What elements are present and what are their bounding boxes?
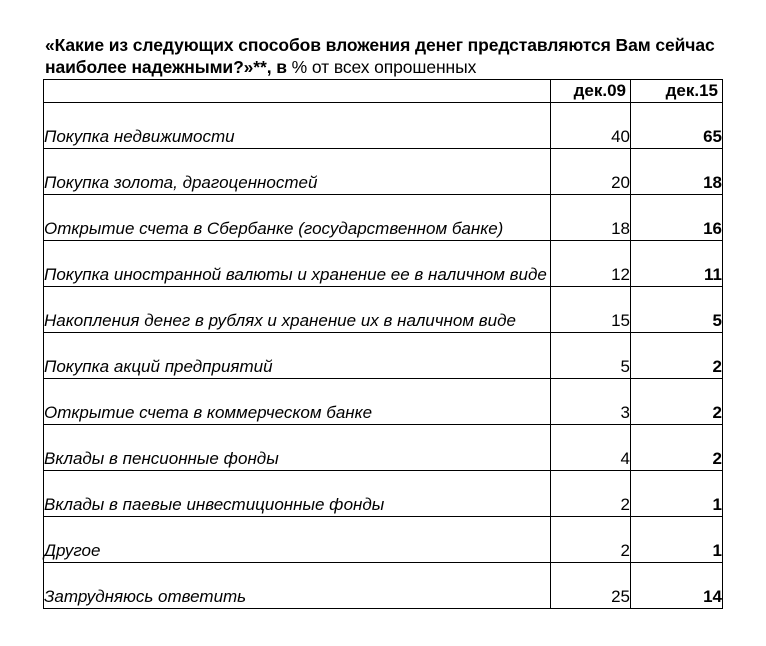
row-value-dec09: 2 <box>551 517 631 563</box>
table-row <box>44 149 723 195</box>
table-title <box>45 34 745 78</box>
row-value-dec15: 65 <box>631 103 723 149</box>
row-value-dec09: 4 <box>551 425 631 471</box>
title-suffix: % от всех опрошенных <box>286 57 477 77</box>
row-value-dec15: 2 <box>631 333 723 379</box>
table-row <box>44 195 723 241</box>
row-value-dec09: 12 <box>551 241 631 287</box>
row-value-dec09: 15 <box>551 287 631 333</box>
table-body <box>44 103 723 609</box>
row-label: Покупка акций предприятий <box>44 333 551 379</box>
row-value-dec15: 11 <box>631 241 723 287</box>
row-value-dec15: 1 <box>631 517 723 563</box>
row-label: Открытие счета в коммерческом банке <box>44 379 551 425</box>
table-row <box>44 563 723 609</box>
row-value-dec15: 2 <box>631 379 723 425</box>
row-value-dec15: 18 <box>631 149 723 195</box>
row-value-dec09: 20 <box>551 149 631 195</box>
row-value-dec09: 5 <box>551 333 631 379</box>
header-dec15: дек.15 <box>631 80 723 103</box>
table-row <box>44 103 723 149</box>
title-bold: «Какие из следующих способов вложения денег представляются Вам сейчас наиболее надежными?»**, в <box>45 35 715 77</box>
row-value-dec15: 5 <box>631 287 723 333</box>
table-header-row <box>44 80 723 103</box>
row-label: Накопления денег в рублях и хранение их в наличном виде <box>44 287 551 333</box>
row-label: Покупка иностранной валюты и хранение ее в наличном виде <box>44 241 551 287</box>
row-label: Покупка золота, драгоценностей <box>44 149 551 195</box>
row-value-dec15: 2 <box>631 425 723 471</box>
row-value-dec09: 3 <box>551 379 631 425</box>
row-value-dec09: 40 <box>551 103 631 149</box>
table-row <box>44 517 723 563</box>
table-row <box>44 425 723 471</box>
row-label: Вклады в пенсионные фонды <box>44 425 551 471</box>
header-dec09: дек.09 <box>551 80 631 103</box>
row-label: Вклады в паевые инвестиционные фонды <box>44 471 551 517</box>
table-row <box>44 379 723 425</box>
row-value-dec15: 14 <box>631 563 723 609</box>
table-row <box>44 287 723 333</box>
header-blank <box>44 80 551 103</box>
table-row <box>44 333 723 379</box>
row-value-dec09: 25 <box>551 563 631 609</box>
row-value-dec15: 16 <box>631 195 723 241</box>
row-label: Покупка недвижимости <box>44 103 551 149</box>
table-row <box>44 241 723 287</box>
row-value-dec09: 2 <box>551 471 631 517</box>
row-label: Затрудняюсь ответить <box>44 563 551 609</box>
row-value-dec15: 1 <box>631 471 723 517</box>
results-table <box>43 79 723 609</box>
row-label: Открытие счета в Сбербанке (государственном банке) <box>44 195 551 241</box>
row-label: Другое <box>44 517 551 563</box>
row-value-dec09: 18 <box>551 195 631 241</box>
table-row <box>44 471 723 517</box>
